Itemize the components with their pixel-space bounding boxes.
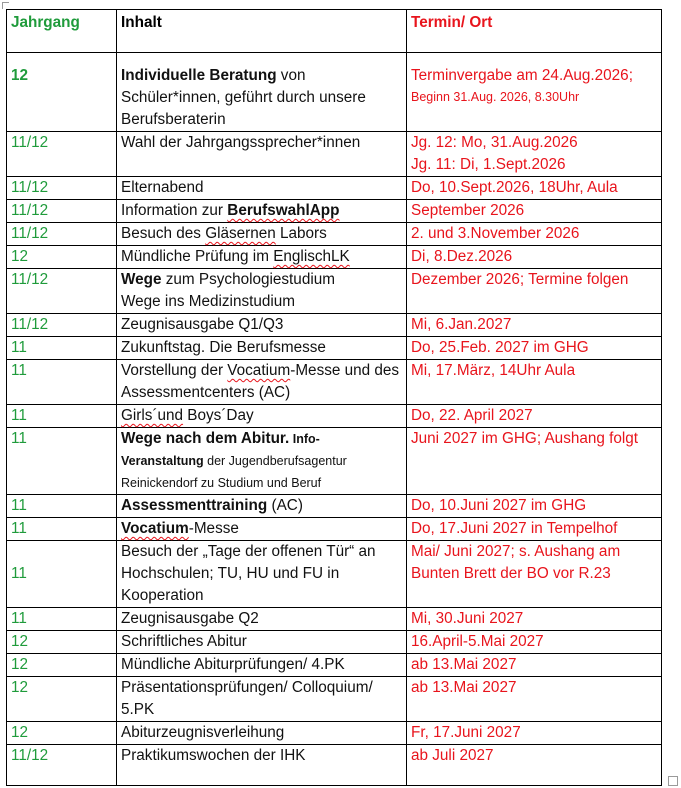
content-text: Besuch des bbox=[121, 225, 206, 242]
table-row bbox=[7, 405, 662, 428]
content-cell bbox=[117, 53, 407, 132]
content-cell: Präsentationsprüfungen/ Colloquium/ 5.PK bbox=[117, 677, 407, 722]
year-cell: 12 bbox=[7, 677, 117, 722]
year-cell: 11/12 bbox=[7, 745, 117, 786]
table-row bbox=[7, 495, 662, 518]
content-cell bbox=[117, 495, 407, 518]
date-line: Terminvergabe am 24.Aug.2026; bbox=[411, 67, 633, 84]
header-row bbox=[7, 10, 662, 53]
year-cell: 11/12 bbox=[7, 177, 117, 200]
table-row bbox=[7, 654, 662, 677]
table-row bbox=[7, 518, 662, 541]
content-text: Information zur bbox=[121, 202, 228, 219]
table-row bbox=[7, 360, 662, 405]
date-cell bbox=[407, 132, 662, 177]
content-cell: Zukunftstag. Die Berufsmesse bbox=[117, 337, 407, 360]
table-row bbox=[7, 223, 662, 246]
date-cell: ab Juli 2027 bbox=[407, 745, 662, 786]
content-spellcheck: Vocatium bbox=[121, 520, 189, 537]
content-cell bbox=[117, 360, 407, 405]
year-cell: 12 bbox=[7, 53, 117, 132]
content-bold-small: Info-Veranstaltung bbox=[121, 432, 320, 468]
date-cell: Mi, 6.Jan.2027 bbox=[407, 314, 662, 337]
table-row bbox=[7, 428, 662, 495]
table-row bbox=[7, 314, 662, 337]
content-bold: Wege bbox=[121, 271, 162, 288]
content-spellcheck: Girls´und bbox=[121, 407, 184, 424]
content-cell bbox=[117, 223, 407, 246]
date-cell: Do, 10.Juni 2027 im GHG bbox=[407, 495, 662, 518]
year-cell: 11/12 bbox=[7, 200, 117, 223]
year-cell: 12 bbox=[7, 246, 117, 269]
content-text: (AC) bbox=[267, 497, 303, 514]
year-cell: 11 bbox=[7, 495, 117, 518]
content-cell: Praktikumswochen der IHK bbox=[117, 745, 407, 786]
year-cell: 11 bbox=[7, 608, 117, 631]
date-cell: Do, 10.Sept.2026, 18Uhr, Aula bbox=[407, 177, 662, 200]
table-row bbox=[7, 177, 662, 200]
content-text: Wege ins Medizinstudium bbox=[121, 293, 296, 310]
content-cell: Zeugnisausgabe Q2 bbox=[117, 608, 407, 631]
table-move-handle[interactable] bbox=[2, 2, 9, 9]
content-cell: Schriftliches Abitur bbox=[117, 631, 407, 654]
table-row bbox=[7, 745, 662, 786]
date-cell: Do, 22. April 2027 bbox=[407, 405, 662, 428]
date-cell: ab 13.Mai 2027 bbox=[407, 654, 662, 677]
date-cell: ab 13.Mai 2027 bbox=[407, 677, 662, 722]
table-row bbox=[7, 246, 662, 269]
table-row bbox=[7, 337, 662, 360]
header-content: Inhalt bbox=[117, 10, 407, 53]
content-text: zum Psychologiestudium bbox=[161, 271, 335, 288]
content-text: Boys´Day bbox=[183, 407, 254, 424]
content-text: -Messe und des Assessmentcenters (AC) bbox=[121, 362, 400, 401]
table-row bbox=[7, 631, 662, 654]
date-cell: Di, 8.Dez.2026 bbox=[407, 246, 662, 269]
content-cell: Mündliche Abiturprüfungen/ 4.PK bbox=[117, 654, 407, 677]
content-bold: BerufswahlApp bbox=[227, 202, 340, 219]
table-row bbox=[7, 53, 662, 132]
content-spellcheck: EnglischLK bbox=[273, 248, 350, 265]
date-line-small: Beginn 31.Aug. 2026, 8.30Uhr bbox=[411, 90, 580, 104]
date-cell: Do, 25.Feb. 2027 im GHG bbox=[407, 337, 662, 360]
table-row bbox=[7, 200, 662, 223]
year-cell: 11/12 bbox=[7, 223, 117, 246]
content-text: -Messe bbox=[188, 520, 239, 537]
content-cell bbox=[117, 200, 407, 223]
year-cell: 12 bbox=[7, 631, 117, 654]
year-cell: 11 bbox=[7, 541, 117, 608]
date-cell: Mi, 17.März, 14Uhr Aula bbox=[407, 360, 662, 405]
header-year: Jahrgang bbox=[7, 10, 117, 53]
year-cell: 11/12 bbox=[7, 314, 117, 337]
table-row bbox=[7, 541, 662, 608]
content-spellcheck: Gläsernen bbox=[205, 225, 276, 242]
year-cell: 11 bbox=[7, 518, 117, 541]
date-cell: Juni 2027 im GHG; Aushang folgt bbox=[407, 428, 662, 495]
content-text: Labors bbox=[275, 225, 327, 242]
date-cell: Mai/ Juni 2027; s. Aushang am Bunten Brett der BO vor R.23 bbox=[407, 541, 662, 608]
table-row bbox=[7, 269, 662, 314]
content-cell bbox=[117, 246, 407, 269]
date-cell bbox=[407, 53, 662, 132]
content-cell: Wahl der Jahrgangssprecher*innen bbox=[117, 132, 407, 177]
date-cell: 16.April-5.Mai 2027 bbox=[407, 631, 662, 654]
header-date: Termin/ Ort bbox=[407, 10, 662, 53]
date-cell: Do, 17.Juni 2027 in Tempelhof bbox=[407, 518, 662, 541]
content-cell bbox=[117, 269, 407, 314]
date-line: Jg. 11: Di, 1.Sept.2026 bbox=[411, 156, 566, 173]
year-cell: 11 bbox=[7, 337, 117, 360]
content-bold: Wege nach dem Abitur. bbox=[121, 430, 290, 447]
date-cell: September 2026 bbox=[407, 200, 662, 223]
content-cell: Elternabend bbox=[117, 177, 407, 200]
content-text: Mündliche Prüfung im bbox=[121, 248, 274, 265]
content-text: von Schüler*innen, geführt durch unsere Berufsberaterin bbox=[121, 67, 366, 128]
content-text: Vorstellung der bbox=[121, 362, 228, 379]
year-cell: 11/12 bbox=[7, 269, 117, 314]
content-cell: Abiturzeugnisverleihung bbox=[117, 722, 407, 745]
table-resize-handle[interactable] bbox=[668, 776, 678, 786]
content-text-small: der Jugendberufsagentur Reinickendorf zu Studium und Beruf bbox=[121, 454, 347, 490]
schedule-table bbox=[6, 9, 662, 786]
content-spellcheck: Vocatium bbox=[227, 362, 291, 379]
content-cell bbox=[117, 405, 407, 428]
content-cell: Zeugnisausgabe Q1/Q3 bbox=[117, 314, 407, 337]
content-bold: Assessmenttraining bbox=[121, 497, 268, 514]
content-bold: Individuelle Beratung bbox=[121, 67, 277, 84]
table-row bbox=[7, 677, 662, 722]
year-cell: 12 bbox=[7, 654, 117, 677]
content-cell bbox=[117, 428, 407, 495]
date-cell: Mi, 30.Juni 2027 bbox=[407, 608, 662, 631]
year-cell: 12 bbox=[7, 722, 117, 745]
table-row bbox=[7, 722, 662, 745]
year-cell: 11/12 bbox=[7, 132, 117, 177]
table-row bbox=[7, 132, 662, 177]
date-cell: Dezember 2026; Termine folgen bbox=[407, 269, 662, 314]
date-cell: 2. und 3.November 2026 bbox=[407, 223, 662, 246]
content-cell: Besuch der „Tage der offenen Tür“ an Hochschulen; TU, HU und FU in Kooperation bbox=[117, 541, 407, 608]
content-cell bbox=[117, 518, 407, 541]
table-row bbox=[7, 608, 662, 631]
year-cell: 11 bbox=[7, 428, 117, 495]
year-cell: 11 bbox=[7, 405, 117, 428]
date-cell: Fr, 17.Juni 2027 bbox=[407, 722, 662, 745]
date-line: Jg. 12: Mo, 31.Aug.2026 bbox=[411, 134, 578, 151]
year-cell: 11 bbox=[7, 360, 117, 405]
